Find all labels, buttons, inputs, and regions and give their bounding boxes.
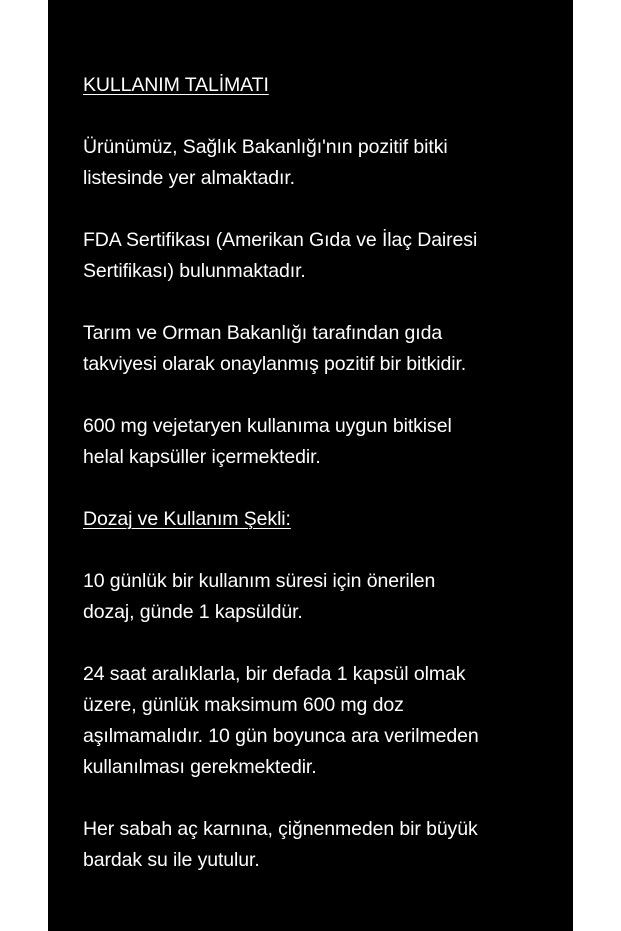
text-line: dozaj, günde 1 kapsüldür.	[83, 601, 303, 623]
text-line: takviyesi olarak onaylanmış pozitif bir bitkidir.	[83, 353, 467, 375]
paragraph-daily-limit	[83, 659, 553, 783]
text-line: FDA Sertifikası (Amerikan Gıda ve İlaç Dairesi	[83, 229, 478, 251]
instructions-panel	[48, 0, 573, 931]
instructions-text	[83, 70, 553, 907]
dosage-heading: Dozaj ve Kullanım Şekli:	[83, 508, 291, 530]
paragraph-dosage	[83, 566, 553, 628]
text-line: 600 mg vejetaryen kullanıma uygun bitkisel	[83, 415, 452, 437]
text-line: bardak su ile yutulur.	[83, 849, 260, 871]
text-line: 10 günlük bir kullanım süresi için önerilen	[83, 570, 436, 592]
text-line: üzere, günlük maksimum 600 mg doz	[83, 694, 404, 716]
text-line: 24 saat aralıklarla, bir defada 1 kapsül olmak	[83, 663, 466, 685]
text-line: helal kapsüller içermektedir.	[83, 446, 321, 468]
text-line: Ürünümüz, Sağlık Bakanlığı'nın pozitif bitki	[83, 136, 448, 158]
text-line: Tarım ve Orman Bakanlığı tarafından gıda	[83, 322, 443, 344]
paragraph-fda-certificate	[83, 225, 553, 287]
paragraph-capsule-content	[83, 411, 553, 473]
paragraph-usage-method	[83, 814, 553, 876]
text-line: Sertifikası) bulunmaktadır.	[83, 260, 306, 282]
paragraph-agriculture-approval	[83, 318, 553, 380]
text-line: listesinde yer almaktadır.	[83, 167, 295, 189]
text-line: kullanılması gerekmektedir.	[83, 756, 317, 778]
instructions-title: KULLANIM TALİMATI	[83, 74, 269, 96]
text-line: aşılmamalıdır. 10 gün boyunca ara verilmeden	[83, 725, 479, 747]
text-line: Her sabah aç karnına, çiğnenmeden bir büyük	[83, 818, 478, 840]
paragraph-ministry-list	[83, 132, 553, 194]
